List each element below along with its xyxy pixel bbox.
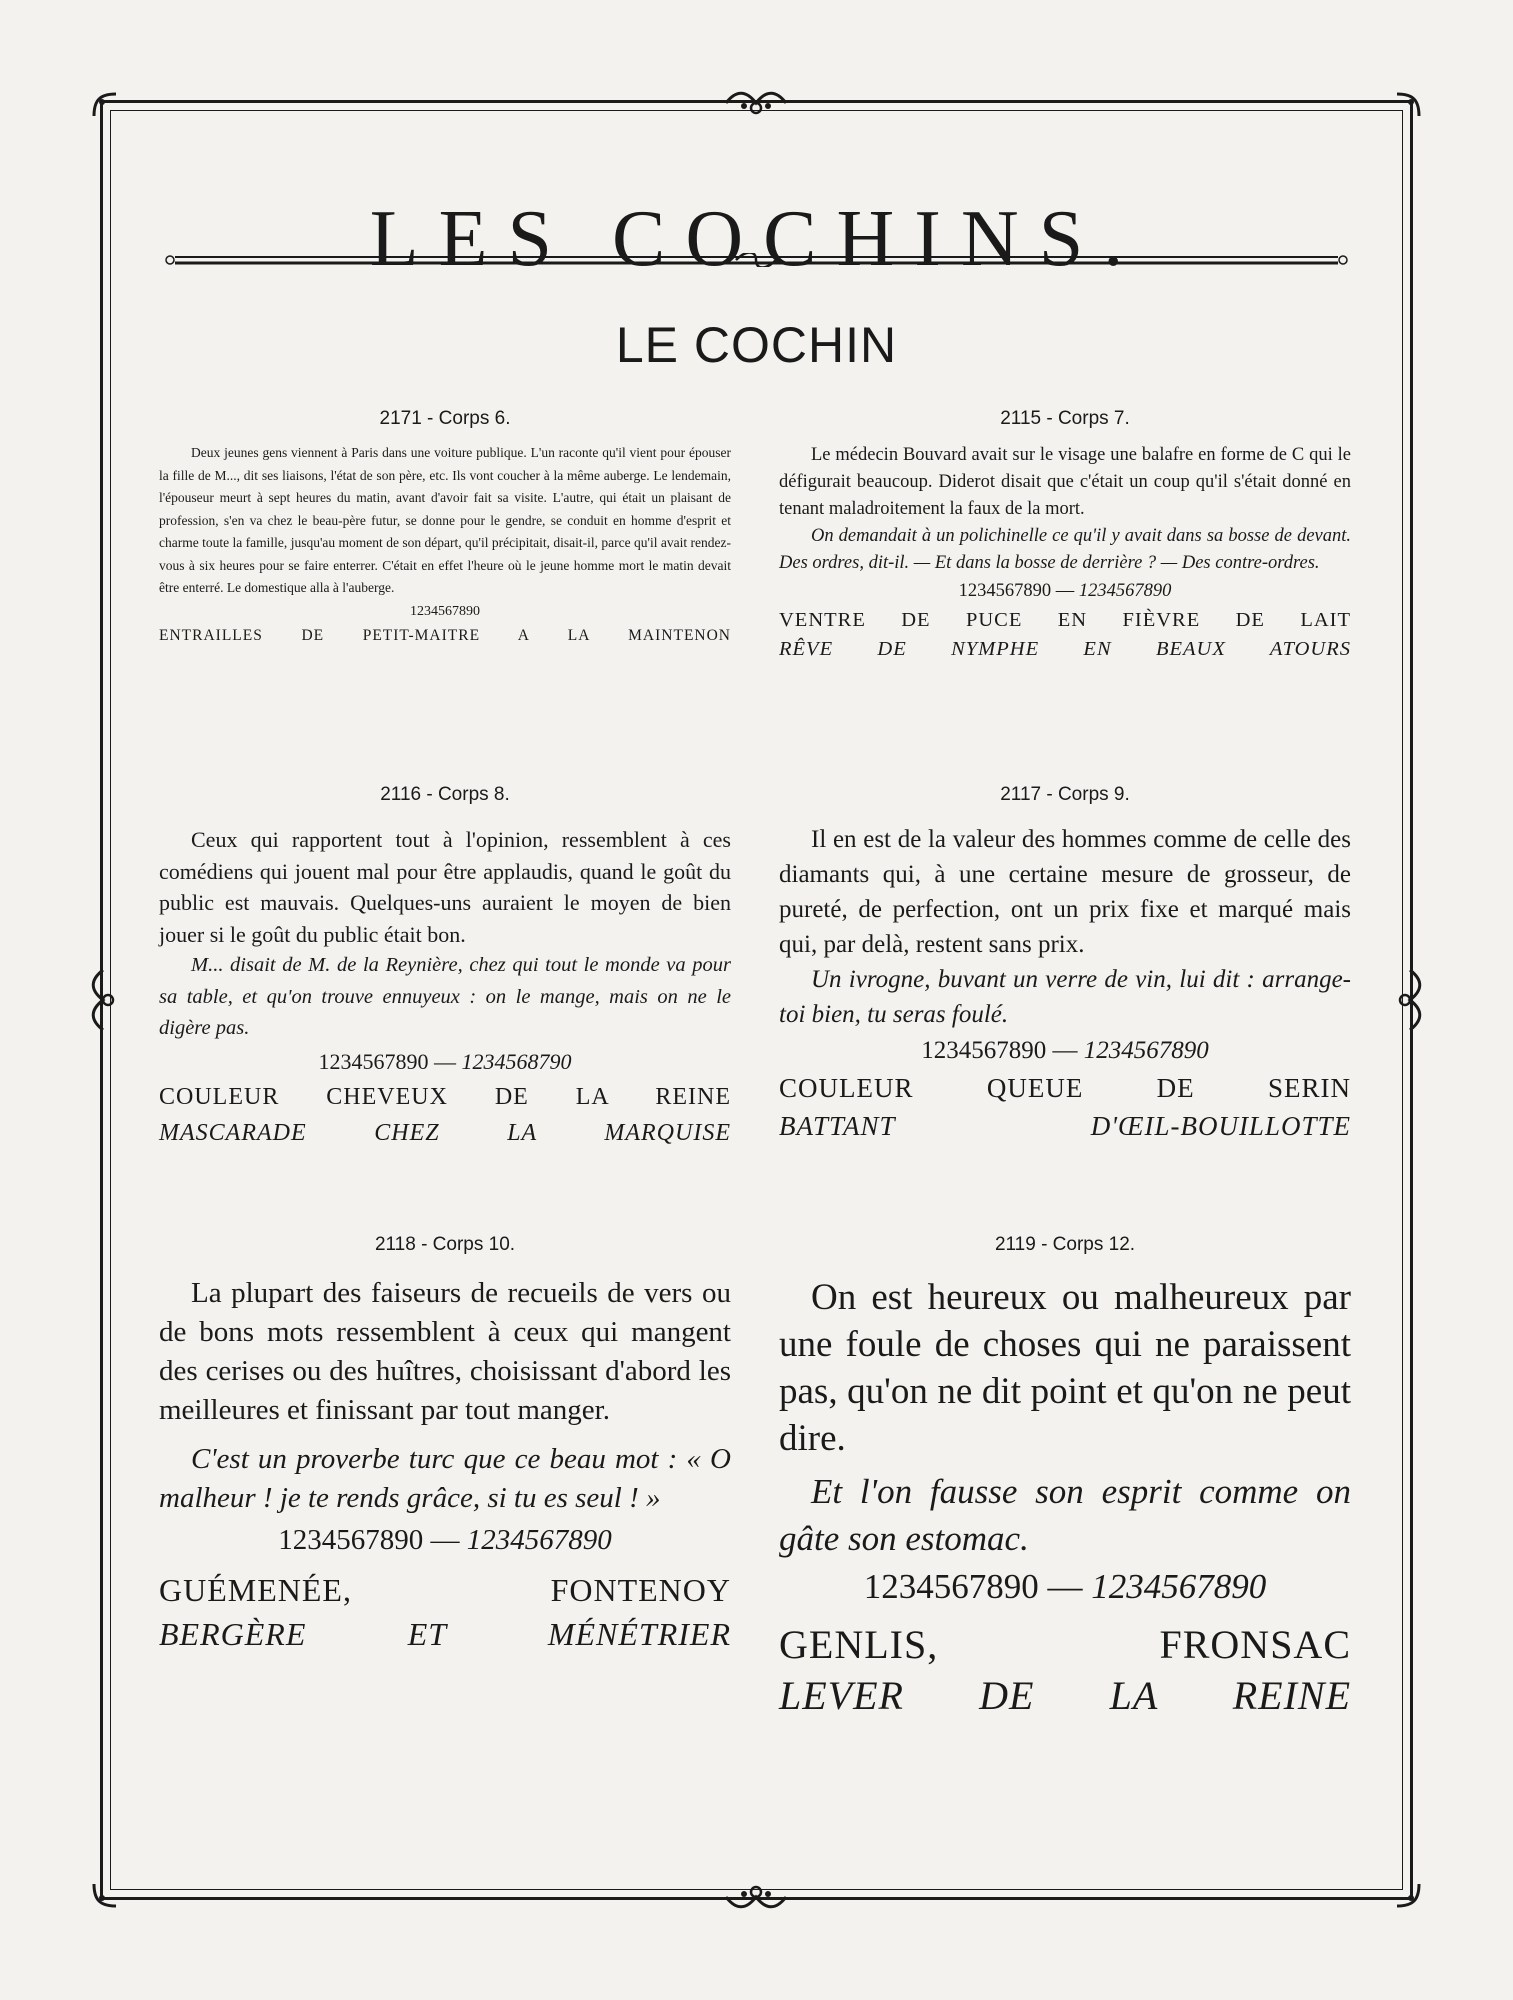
specimen-body: Deux jeunes gens viennent à Paris dans une voiture publique. L'un raconte qu'il vient pour épouser la fille de M..., dit ses liaisons, l'état de son père, etc. Ils vont coucher à la même auberge. Le lendemain, l'épouseur meurt à sept heures du matin, avant d'avoir fait sa visite. L'autre, qui était un plaisant de profession, s'en va chez le beau-père futur, se donne pour le gendre, se conduit en homme d'esprit et charme toute la famille, jusqu'au moment de son départ, qu'il précipitait, disait-il, parce qu'il avait rendez-vous à six heures pour se faire enterrer. C'était en effet l'heure où le jeune homme mort le matin devait être enterré. Le domestique alla à l'auberge.: [159, 445, 731, 595]
specimen-italic: C'est un proverbe turc que ce beau mot : « O malheur ! je te rends grâce, si tu es seul ! »: [159, 1443, 731, 1514]
specimen-2117: [779, 784, 1351, 1145]
corner-ornament-bottom-left-icon: [90, 1880, 120, 1910]
specimen-caps: VENTRE DE PUCE EN FIÈVRE DE LAIT: [779, 609, 1351, 631]
specimen-italic: Et l'on fausse son esprit comme on gâte son estomac.: [779, 1472, 1351, 1558]
specimen-italic: On demandait à un polichinelle ce qu'il y avait dans sa bosse de devant. Des ordres, dit-il. — Et dans la bosse de derrière ? — Des contre-ordres.: [779, 526, 1351, 573]
specimen-caps-italic: BERGÈRE ET MÉNÉTRIER: [159, 1616, 731, 1652]
specimen-numbers-italic: 1234567890: [1078, 581, 1172, 601]
page-title: LES COCHINS.: [369, 194, 1144, 283]
bottom-center-ornament-icon: [716, 1882, 796, 1912]
specimen-numbers-italic: 1234568790: [461, 1048, 572, 1074]
specimen-numbers: 1234567890: [410, 603, 480, 619]
corner-ornament-bottom-right-icon: [1393, 1880, 1423, 1910]
specimen-caps-italic: LEVER DE LA REINE: [779, 1673, 1351, 1718]
top-center-ornament-icon: [716, 88, 796, 118]
specimen-2118: [159, 1234, 731, 1656]
specimen-caps-italic: MASCARADE CHEZ LA MARQUISE: [159, 1119, 731, 1146]
specimen-label: 2171 - Corps 6.: [379, 408, 511, 429]
specimen-body: On est heureux ou malheureux par une foule de choses qui ne paraissent pas, qu'on ne dit point et qu'on ne peut dire.: [779, 1277, 1351, 1459]
corner-ornament-top-left-icon: [90, 90, 120, 120]
specimen-2119: [779, 1234, 1351, 1720]
title-divider-rule: [165, 253, 1348, 267]
specimen-numbers-italic: 1234567890: [1091, 1567, 1267, 1606]
specimen-caps: ENTRAILLES DE PETIT-MAITRE A LA MAINTENON: [159, 626, 731, 644]
specimen-body: La plupart des faiseurs de recueils de vers ou de bons mots ressemblent à ceux qui mangent des cerises ou des huîtres, choisissant d'abord les meilleures et finissant par tout manger.: [159, 1277, 731, 1426]
specimen-caps: GENLIS, FRONSAC: [779, 1622, 1351, 1667]
specimen-numbers-italic: 1234567890: [466, 1524, 612, 1556]
specimen-2171: [159, 408, 731, 648]
specimen-2115: [779, 408, 1351, 664]
specimen-body: Ceux qui rapportent tout à l'opinion, ressemblent à ces comédiens qui jouent mal pour être applaudis, quand le goût du public est mauvais. Quelques-uns auraient le moyen de bien jouer si le goût du public était bon.: [159, 827, 731, 947]
specimen-numbers: 1234567890 —: [921, 1037, 1078, 1064]
corner-ornament-top-right-icon: [1393, 90, 1423, 120]
left-side-ornament-icon: [88, 960, 118, 1040]
specimen-caps: COULEUR CHEVEUX DE LA REINE: [159, 1083, 731, 1110]
specimen-caps: GUÉMENÉE, FONTENOY: [159, 1572, 731, 1608]
specimen-numbers: 1234567890 —: [958, 581, 1075, 601]
specimen-label: 2116 - Corps 8.: [380, 784, 510, 805]
specimen-numbers-italic: 1234567890: [1083, 1037, 1209, 1064]
specimen-label: 2117 - Corps 9.: [1000, 784, 1130, 805]
specimen-italic: M... disait de M. de la Reynière, chez qui tout le monde va pour sa table, et qu'on trouve ennuyeux : on le mange, mais on ne le digère pas.: [159, 954, 731, 1039]
right-side-ornament-icon: [1395, 960, 1425, 1040]
specimen-numbers: 1234567890 —: [278, 1524, 460, 1556]
section-title: LE COCHIN: [615, 317, 898, 373]
specimen-2116: [159, 784, 731, 1151]
specimen-caps-italic: BATTANT D'ŒIL-BOUILLOTTE: [779, 1111, 1351, 1141]
specimen-caps-italic: RÊVE DE NYMPHE EN BEAUX ATOURS: [779, 638, 1351, 660]
specimen-body: Il en est de la valeur des hommes comme de celle des diamants qui, à une certaine mesure de grosseur, de pureté, de perfection, ont un prix fixe et marqué mais qui, par delà, restent sans prix.: [779, 826, 1351, 958]
specimen-body: Le médecin Bouvard avait sur le visage une balafre en forme de C qui le défigurait beaucoup. Diderot disait que c'était un coup qu'il s'était donné en tenant maladroitement la faux de la mort.: [779, 445, 1351, 519]
specimen-label: 2119 - Corps 12.: [994, 1234, 1136, 1255]
specimen-italic: Un ivrogne, buvant un verre de vin, lui dit : arrange-toi bien, tu seras foulé.: [779, 966, 1351, 1028]
specimen-numbers: 1234567890 —: [863, 1567, 1083, 1606]
specimen-numbers: 1234567890 —: [318, 1048, 456, 1074]
specimen-label: 2115 - Corps 7.: [1000, 408, 1130, 429]
specimen-caps: COULEUR QUEUE DE SERIN: [779, 1073, 1351, 1103]
specimen-label: 2118 - Corps 10.: [374, 1234, 516, 1255]
